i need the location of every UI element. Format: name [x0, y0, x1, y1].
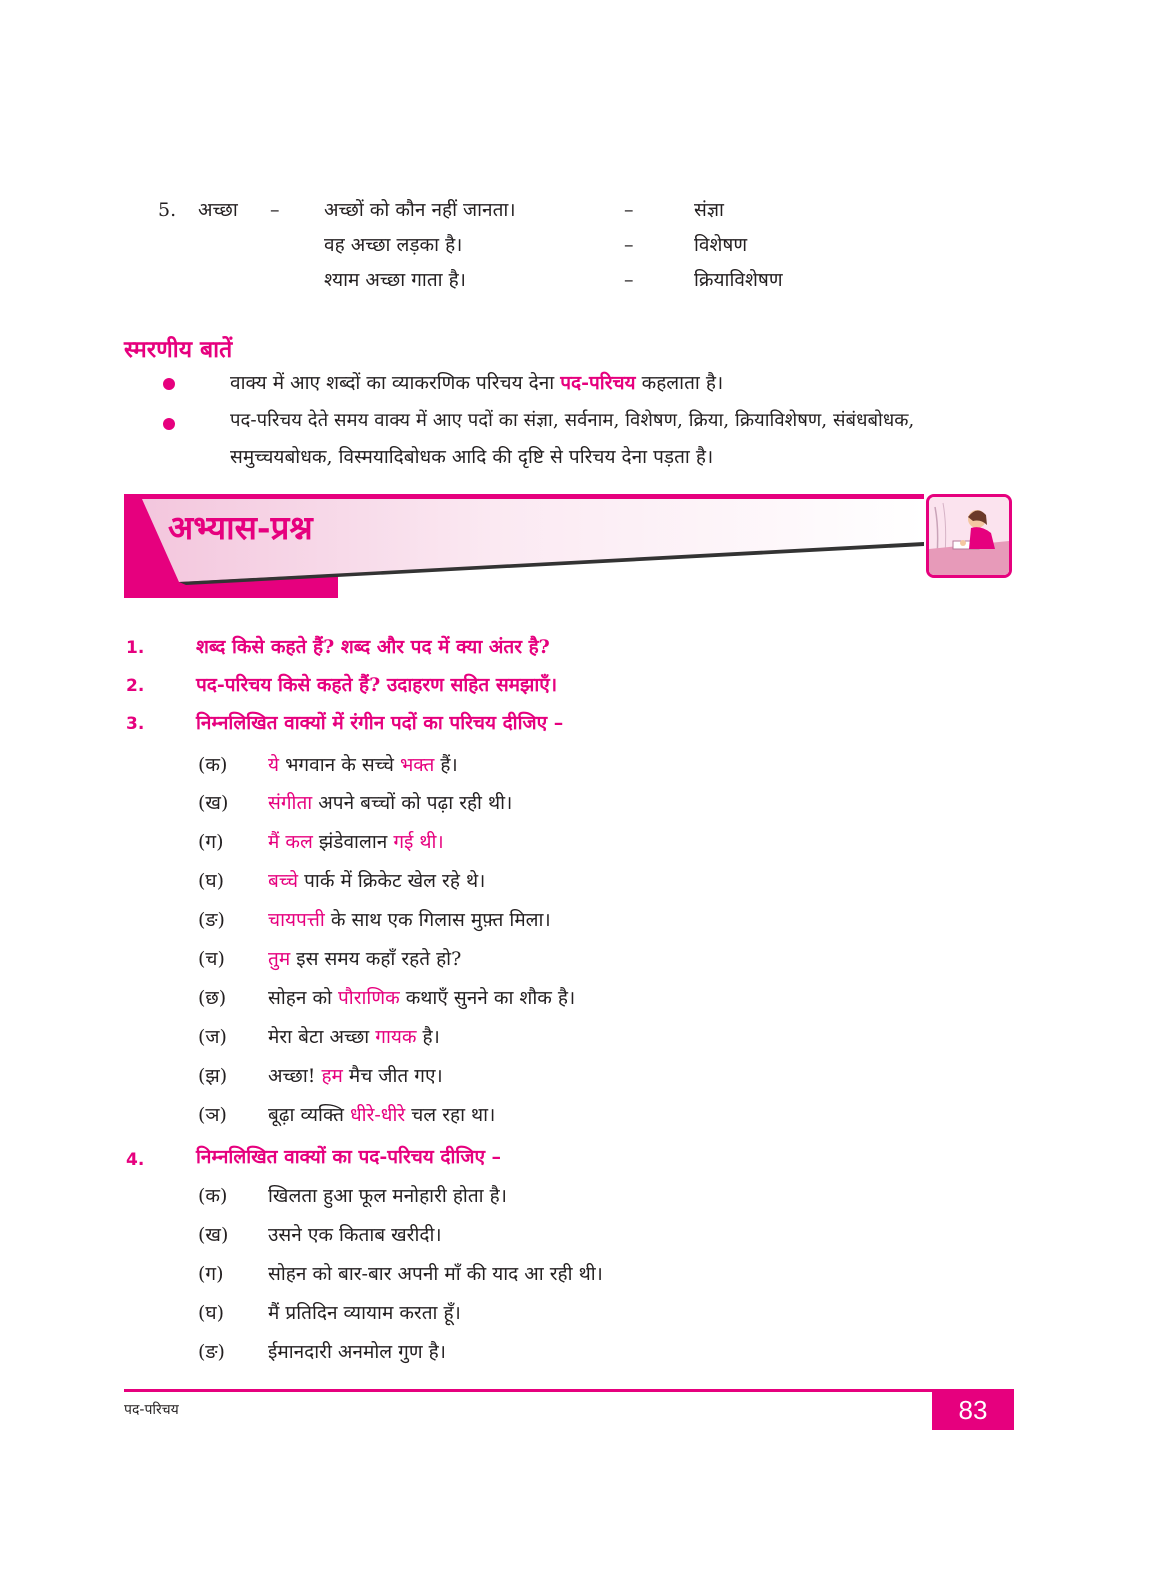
item-label: (च)	[198, 948, 225, 970]
question-number: 4.	[126, 1150, 145, 1170]
exercise-heading: अभ्यास-प्रश्न	[168, 508, 313, 547]
item-label: (ग)	[198, 1263, 224, 1285]
example-type: क्रियाविशेषण	[694, 269, 783, 291]
footer-rule	[124, 1389, 1014, 1392]
list-item: उसने एक किताब खरीदी।	[268, 1224, 442, 1246]
list-item: मैं प्रतिदिन व्यायाम करता हूँ।	[268, 1302, 461, 1324]
example-dash: –	[624, 234, 634, 256]
list-item: खिलता हुआ फूल मनोहारी होता है।	[268, 1185, 507, 1207]
list-item: सोहन को पौराणिक कथाएँ सुनने का शौक है।	[268, 987, 576, 1009]
item-label: (ग)	[198, 831, 224, 853]
item-label: (ख)	[198, 792, 229, 814]
bullet-icon	[163, 418, 175, 430]
item-label: (ख)	[198, 1224, 229, 1246]
question-number: 2.	[126, 676, 145, 696]
example-sentence: श्याम अच्छा गाता है।	[324, 269, 466, 291]
example-number: 5.	[158, 199, 177, 221]
remember-point-text: वाक्य में आए शब्दों का व्याकरणिक परिचय देना	[230, 372, 561, 394]
list-item: संगीता अपने बच्चों को पढ़ा रही थी।	[268, 792, 513, 814]
page-number: 83	[932, 1390, 1014, 1430]
item-label: (घ)	[198, 1302, 225, 1324]
list-item: ईमानदारी अनमोल गुण है।	[268, 1341, 446, 1363]
remember-point-text: कहलाता है।	[635, 372, 724, 394]
example-type: संज्ञा	[694, 199, 724, 221]
remember-point-highlight: पद-परिचय	[560, 372, 636, 394]
item-label: (ङ)	[198, 909, 225, 931]
list-item: तुम इस समय कहाँ रहते हो?	[268, 948, 462, 970]
girl-reading-icon	[929, 497, 1009, 575]
girl-reading-illustration	[926, 494, 1012, 578]
example-dash: –	[624, 199, 634, 221]
remember-point-2-line-1: पद-परिचय देते समय वाक्य में आए पदों का संज्ञा, सर्वनाम, विशेषण, क्रिया, क्रियाविशेषण, संबंधबोधक,	[230, 410, 915, 431]
remember-point-1	[230, 370, 723, 396]
list-item: अच्छा! हम मैच जीत गए।	[268, 1065, 443, 1087]
list-item: सोहन को बार-बार अपनी माँ की याद आ रही थी।	[268, 1263, 603, 1285]
question-text: निम्नलिखित वाक्यों में रंगीन पदों का परिचय दीजिए –	[196, 712, 564, 734]
example-type: विशेषण	[694, 234, 748, 256]
item-label: (झ)	[198, 1065, 228, 1087]
list-item: बूढ़ा व्यक्ति धीरे-धीरे चल रहा था।	[268, 1104, 496, 1126]
item-label: (छ)	[198, 987, 227, 1009]
list-item: बच्चे पार्क में क्रिकेट खेल रहे थे।	[268, 870, 486, 892]
example-sentence: अच्छों को कौन नहीं जानता।	[324, 199, 516, 221]
remember-heading: स्मरणीय बातें	[124, 336, 233, 363]
item-label: (ज)	[198, 1026, 227, 1048]
item-label: (क)	[198, 754, 228, 776]
example-word: अच्छा	[198, 199, 238, 221]
item-label: (ञ)	[198, 1104, 227, 1126]
remember-point-2-line-2: समुच्चयबोधक, विस्मयादिबोधक आदि की दृष्टि से परिचय देना पड़ता है।	[230, 446, 714, 468]
list-item: मैं कल झंडेवालान गई थी।	[268, 831, 444, 853]
example-dash: –	[270, 199, 280, 221]
item-label: (घ)	[198, 870, 225, 892]
question-number: 1.	[126, 638, 145, 658]
question-text: पद-परिचय किसे कहते हैं? उदाहरण सहित समझाएँ।	[196, 674, 558, 696]
list-item: मेरा बेटा अच्छा गायक है।	[268, 1026, 440, 1048]
item-label: (क)	[198, 1185, 228, 1207]
item-label: (ङ)	[198, 1341, 225, 1363]
list-item: ये भगवान के सच्चे भक्त हैं।	[268, 754, 458, 776]
example-dash: –	[624, 269, 634, 291]
list-item: चायपत्ती के साथ एक गिलास मुफ़्त मिला।	[268, 909, 551, 931]
question-number: 3.	[126, 714, 145, 734]
question-text: निम्नलिखित वाक्यों का पद-परिचय दीजिए –	[196, 1146, 502, 1168]
question-text: शब्द किसे कहते हैं? शब्द और पद में क्या अंतर है?	[196, 636, 550, 658]
bullet-icon	[163, 378, 175, 390]
example-sentence: वह अच्छा लड़का है।	[324, 234, 463, 256]
footer-chapter: पद-परिचय	[124, 1402, 179, 1418]
